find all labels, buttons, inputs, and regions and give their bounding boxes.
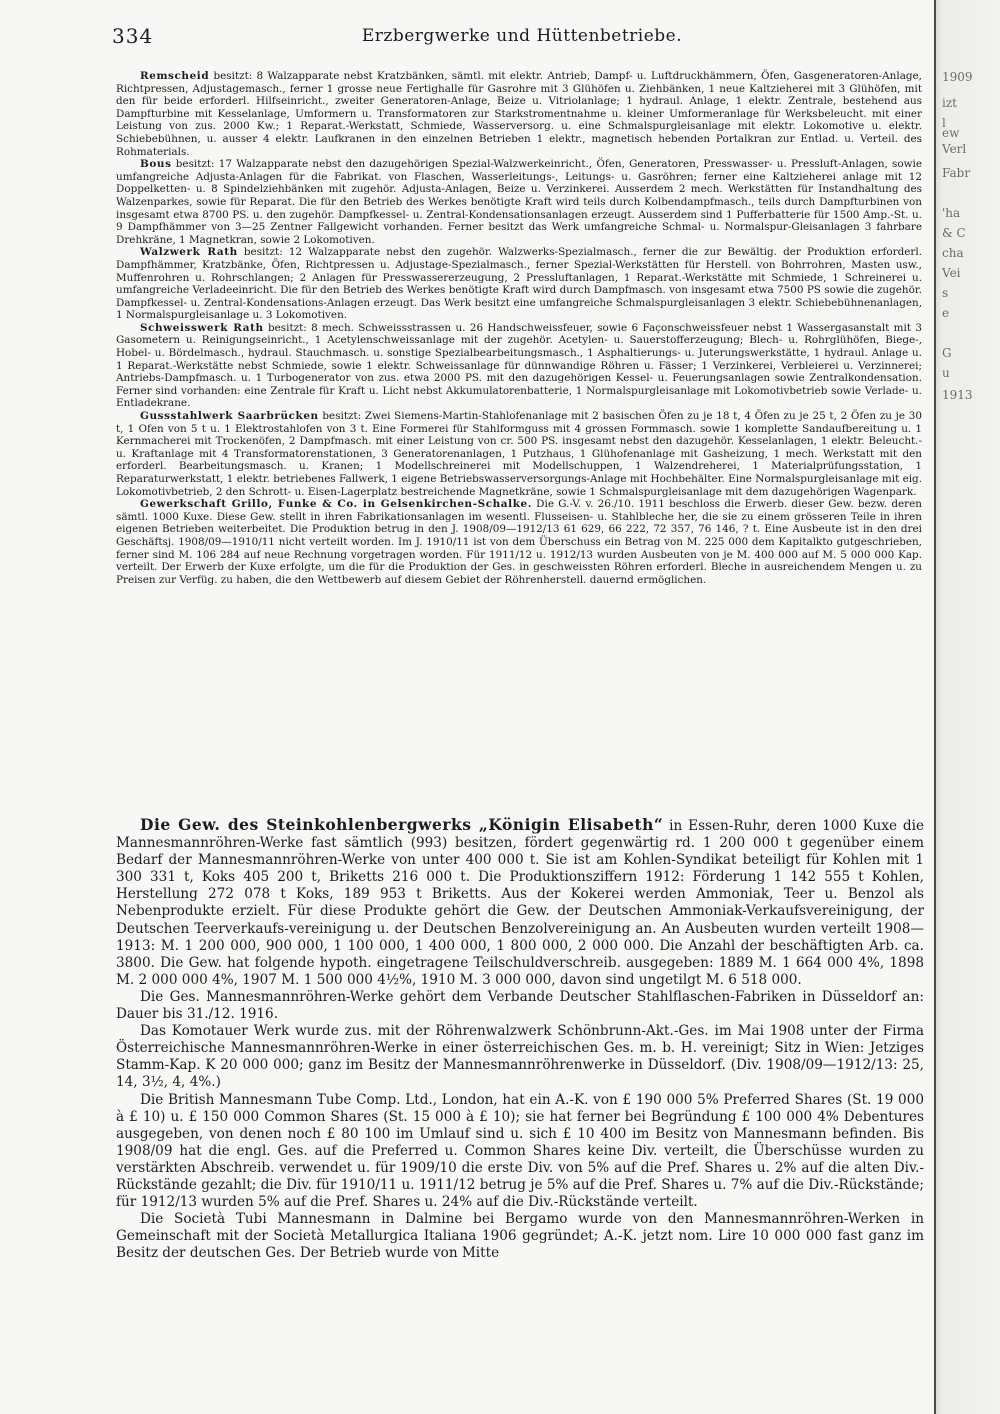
paragraph-grillo-funke [116, 498, 922, 586]
adjacent-page-edge [934, 0, 1000, 1414]
paragraph-bous [116, 158, 922, 246]
paragraph-body: besitzt: Zwei Siemens-Martin-Stahlofenanlage mit 2 basischen Öfen zu je 18 t, 4 Öfen zu je 25 t, 2 Öfen zu je 30 t, 1 Ofen von 5 t u. 1 Elektrostahlofen von 3 t. Eine Formerei für Stahlformguss mit 4 grossen Formmasch. sowie 1 komplette Sandaufbereitung u. 1 Kernmacherei mit Trockenöfen, 2 Dampfmasch. mit einer Leistung von cr. 500 PS. insgesamt nebst den dazugehör. Kesselanlagen, 1 elektr. Beleucht.- u. Kraftanlage mit 4 Transformatorenstationen, 3 Generatorenanlagen, 1 Putzhaus, 1 Glühofenanlage mit Gasheizung, 1 mech. Werkstatt mit den erforderl. Bearbeitungsmasch. u. Kranen; 1 Modellschreinerei mit Modellschuppen, 1 Walzendreherei, 1 Materialprüfungsstation, 1 Reparaturwerkstatt, 1 elektr. betriebenes Fallwerk, 1 eigene Betriebswasserversorgungs-Anlage mit Hochbehälter. Eine Normalspurgleisanlage mit eig. Lokomotivbetrieb, 2 den Schrott- u. Eisen-Lagerplatz bestreichende Magnetkräne, sowie 1 Schmalspurgleisanlage mit dem dazugehörigen Wagenpark. [116, 410, 922, 498]
edge-fragment: ew [942, 126, 960, 140]
edge-fragment: Vei [942, 266, 961, 280]
running-head: Erzbergwerke und Hüttenbetriebe. [361, 26, 683, 46]
edge-fragment: s [942, 286, 949, 300]
paragraph-lead: Gewerkschaft Grillo, Funke & Co. in Gelsenkirchen-Schalke. [140, 498, 532, 511]
edge-fragment: & C [942, 226, 966, 240]
paragraph-body: in Essen-Ruhr, deren 1000 Kuxe die Mannesmannröhren-Werke fast sämtlich (993) besitzen, fördert gegenwärtig rd. 1 200 000 t gegenüber einem Bedarf der Mannesmannröhren-Werke von unter 400 000 t. Sie ist am Kohlen-Syndikat beteiligt für Kohlen mit 1 300 331 t, Koks 405 200 t, Briketts 216 000 t. Die Produktionsziffern 1912: Förderung 1 142 555 t Kohlen, Herstellung 272 078 t Koks, 189 953 t Briketts. Aus der Kokerei werden Ammoniak, Teer u. Benzol als Nebenprodukte erzielt. Für diese Produkte gehört die Gew. der Deutschen Ammoniak-Verkaufsvereinigung, der Deutschen Teerverkaufs-vereinigung u. der Deutschen Benzolvereinigung an. An Ausbeuten wurden verteilt 1908—1913: M. 1 200 000, 900 000, 1 100 000, 1 400 000, 1 800 000, 2 000 000. Die Anzahl der beschäftigten Arb. ca. 3800. Die Gew. hat folgende hypoth. eingetragene Teilschuldverschreib. ausgegeben: 1889 M. 1 664 000 4%, 1898 M. 2 000 000 4%, 1907 M. 1 500 000 4½%, 1910 M. 3 000 000, davon sind ungetilgt M. 6 518 000. [116, 818, 924, 988]
edge-fragment: cha [942, 246, 964, 260]
edge-fragment: l [942, 116, 946, 130]
paragraph-body: besitzt: 8 Walzapparate nebst Kratzbänken, sämtl. mit elektr. Antrieb, Dampf- u. Luftdruckhämmern, Öfen, Gasgeneratoren-Anlage, Richtpressen, Adjustagemasch., ferner 1 grosse neue Fertighalle für Gasrohre mit 3 Glühöfen u. Ziehbänken, 1 neue Kaltzieherei mit 3 Glühöfen, mit den für beide erforderl. Hilfseinricht., zweiter Generatoren-Anlage, Beize u. Vitriolanlage; 1 hydraul. Anlage, 1 elektr. Zentrale, bestehend aus Dampfturbine mit Kesselanlage, Umformern u. Transformatoren zur Starkstromentnahme u. kleiner Umformeranlage für Werksbeleucht. mit einer Leistung von zus. 2000 Kw.; 1 Reparat.-Werkstatt, Schmiede, Wasserversorg. u. eine Schmalspurgleisanlage mit elektr. Lokomotive u. elektr. Schiebebühnen, u. ausser 4 elektr. Laufkranen in den einzelnen Betrieben 1 elektr., magnetisch hebenden Portalkran zur Entlad. u. Verteil. des Rohmaterials. [116, 70, 922, 158]
paragraph-remscheid [116, 70, 922, 158]
edge-fragment: izt [942, 96, 957, 110]
paragraph-body: Die Ges. Mannesmannröhren-Werke gehört dem Verbande Deutscher Stahlflaschen-Fabriken in Düsseldorf an: Dauer bis 31./12. 1916. [116, 988, 924, 1023]
paragraph-komotauer-werk [116, 1023, 924, 1091]
paragraph-stahlflaschen-verband [116, 989, 924, 1023]
edge-fragment: e [942, 306, 950, 320]
edge-fragment: G [942, 346, 952, 360]
edge-fragment: 1909 [942, 70, 973, 84]
paragraph-koenigin-elisabeth [116, 816, 924, 989]
paragraph-gussstahlwerk [116, 410, 922, 498]
paragraph-body: besitzt: 12 Walzapparate nebst den zugehör. Walzwerks-Spezialmasch., ferner die zur Bewältig. der Produktion erforderl. Dampfhämmer, Kratzbänke, Öfen, Richtpressen u. Adjustage-Spezialmasch., ferner Spezial-Werkstätten für Herstell. von Bohrrohren, Masten usw., Muffenrohren u. Rohrschlangen; 2 Anlagen für Presswassererzeugung, 2 Pressluftanlagen, 1 Reparat.-Werkstätte mit Schmiede, 1 Schreinerei u. umfangreiche Verladeeinricht. Die für den Betrieb des Werkes benötigte Kraft wird durch Dampfmasch. von insgesamt etwa 7500 PS sowie die zugehör. Dampfkessel- u. Zentral-Kondensations-Anlagen erzeugt. Das Werk besitzt eine umfangreiche Schmalspurgleisanlagen 3 elektr. Schiebebühnenanlagen, 1 Normalspurgleisanlage u. 3 Lokomotiven. [116, 246, 923, 322]
edge-fragment: u [942, 366, 950, 380]
paragraph-lead: Schweisswerk Rath [140, 321, 264, 334]
edge-fragment: 'ha [942, 206, 961, 220]
page-number: 334 [112, 24, 154, 48]
paragraph-body: Das Komotauer Werk wurde zus. mit der Röhrenwalzwerk Schönbrunn-Akt.-Ges. im Mai 1908 unter der Firma Österreichische Mannesmannröhren-Werke in einer österreichischen Ges. m. b. H. vereinigt; Sitz in Wien: Jetziges Stamm-Kap. K 20 000 000; ganz im Besitz der Mannesmannröhrenwerke in Düsseldorf. (Div. 1908/09—1912/13: 25, 14, 3½, 4, 4%.) [116, 1023, 924, 1091]
edge-fragment: Verl [942, 142, 967, 156]
paragraph-body: Die Società Tubi Mannesmann in Dalmine bei Bergamo wurde von den Mannesmannröhren-Werken in Gemeinschaft mit der Società Metallurgica Italiana 1906 gegründet; A.-K. jetzt nom. Lire 10 000 000 fast ganz im Besitz der deutschen Ges. Der Betrieb wurde von Mitte [116, 1211, 924, 1262]
paragraph-body: besitzt: 17 Walzapparate nebst den dazugehörigen Spezial-Walzwerkeinricht., Öfen, Generatoren, Presswasser- u. Pressluft-Anlagen, sowie umfangreiche Adjusta-Anlagen für die Fabrikat. von Flaschen, Wasserleitungs-, Leitungs- u. Gasröhren; ferner eine Kaltzieherei anlage mit 12 Doppelketten- u. 8 Spindelziehbänken mit zugehör. Adjusta-Anlagen, Beize u. Verzinkerei. Ausserdem 2 mech. Werkstätten für Instandhaltung des Walzenparkes, sowie für Reparat. Die für den Betrieb des Werkes benötigte Kraft wird teils durch Kolbendampfmasch., teils durch Dampfturbinen von insgesamt etwa 8700 PS. u. den zugehör. Dampfkessel- u. Zentral-Kondensationsanlagen erzeugt. Ausserdem sind 1 Pufferbatterie für 1500 Amp.-St. u. 9 Dampfhämmer von 3—25 Zentner Fallgewicht vorhanden. Ferner besitzt das Werk umfangreiche Schmal- u. Normalspur-Gleisanlagen 3 fahrbare Drehkräne, 1 Magnetkran, sowie 2 Lokomotiven. [116, 158, 922, 246]
paragraph-british-mannesmann [116, 1092, 924, 1212]
small-print-section [116, 70, 922, 586]
paragraph-societa-tubi [116, 1211, 924, 1262]
page-header [112, 24, 932, 54]
edge-fragment: 1913 [942, 388, 973, 402]
paragraph-body: Die British Mannesmann Tube Comp. Ltd., London, hat ein A.-K. von £ 190 000 5% Preferred Shares (St. 19 000 à £ 10) u. £ 150 000 Common Shares (St. 15 000 à £ 10); sie hat ferner bei Begründung £ 100 000 4% Debentures ausgegeben, von denen noch £ 80 100 im Umlauf sind u. sich £ 10 400 im Besitz von Mannesmann befinden. Bis 1908/09 hat die engl. Ges. auf die Preferred u. Common Shares keine Div. verteilt, die Überschüsse wurden zu verstärkten Abschreib. verwendet u. für 1909/10 die erste Div. von 5% auf die Pref. Shares u. 2% auf die alten Div.-Rückstände gezahlt; die Div. für 1910/11 u. 1911/12 betrug je 5% auf die Pref. Shares u. 7% auf die Div.-Rückstände; für 1912/13 wurden 5% auf die Pref. Shares u. 24% auf die Div.-Rückstände verteilt. [116, 1091, 924, 1211]
paragraph-lead: Die Gew. des Steinkohlenbergwerks „Königin Elisabeth“ [140, 815, 664, 834]
paragraph-schweisswerk-rath [116, 322, 922, 410]
paragraph-body: Die G.-V. v. 26./10. 1911 beschloss die Erwerb. dieser Gew. bezw. deren sämtl. 1000 Kuxe. Diese Gew. stellt in ihren Fabrikationsanlagen im wesentl. Flusseisen- u. Stahlbleche her, die sie zu einem grösseren Teile in ihren eigenen Betrieben weiterbeitet. Die Produktion betrug in den J. 1908/09—1912/13 61 629, 66 222, 72 357, 76 146, ? t. Eine Ausbeute ist in den drei Geschäftsj. 1908/09—1910/11 nicht verteilt worden. Im J. 1910/11 ist von dem Überschuss ein Betrag von M. 225 000 dem Kapitalkto gutgeschrieben, ferner sind M. 106 284 auf neue Rechnung vorgetragen worden. Für 1911/12 u. 1912/13 wurden Ausbeuten von je M. 400 000 auf M. 5 000 000 Kap. verteilt. Der Erwerb der Kuxe erfolgte, um die für die Produktion der Ges. in geschweissten Röhren erforderl. Bleche in ausreichendem Mengen u. zu Preisen zur Verfüg. zu haben, die den Wettbewerb auf diesem Gebiet der Röhrenherstell. dauernd ermöglichen. [116, 498, 922, 586]
paragraph-lead: Bous [140, 158, 172, 171]
paragraph-body: besitzt: 8 mech. Schweissstrassen u. 26 Handschweissfeuer, sowie 6 Façonschweissfeuer nebst 1 Wassergasanstalt mit 3 Gasometern u. Reinigungseinricht., 1 Acetylenschweissanlage mit der zugehör. Acetylen- u. Sauerstofferzeugung; Blech- u. Rohrglühöfen, Biege-, Hobel- u. Bördelmasch., hydraul. Stauchmasch. u. sonstige Spezialbearbeitungsmasch., 1 Asphaltierungs- u. Juterungswerkstätte, 1 hydraul. Anlage u. 1 Reparat.-Werkstätte nebst Schmiede, sowie 1 elektr. Schweissanlage für dünnwandige Röhren u. Fässer; 1 Verzinkerei, Verbleierei u. Verzinnerei; Antriebs-Dampfmasch. u. 1 Turbogenerator von zus. etwa 2000 PS. mit den dazugehörigen Kessel- u. Feuerungsanlagen sowie Zentralkondensation. Ferner sind vorhanden: eine Zentrale für Kraft u. Licht nebst Akkumulatorenbatterie, 1 Normalspurgleisanlage mit Lokomotivbetrieb sowie Verlade- u. Entladekrane. [116, 321, 922, 410]
paragraph-walzwerk-rath [116, 246, 922, 322]
paragraph-lead: Walzwerk Rath [140, 246, 238, 259]
paragraph-lead: Remscheid [140, 70, 210, 82]
paragraph-lead: Gussstahlwerk Saarbrücken [140, 410, 319, 423]
edge-fragment: Fabr [942, 166, 971, 180]
large-print-section [116, 816, 924, 1262]
